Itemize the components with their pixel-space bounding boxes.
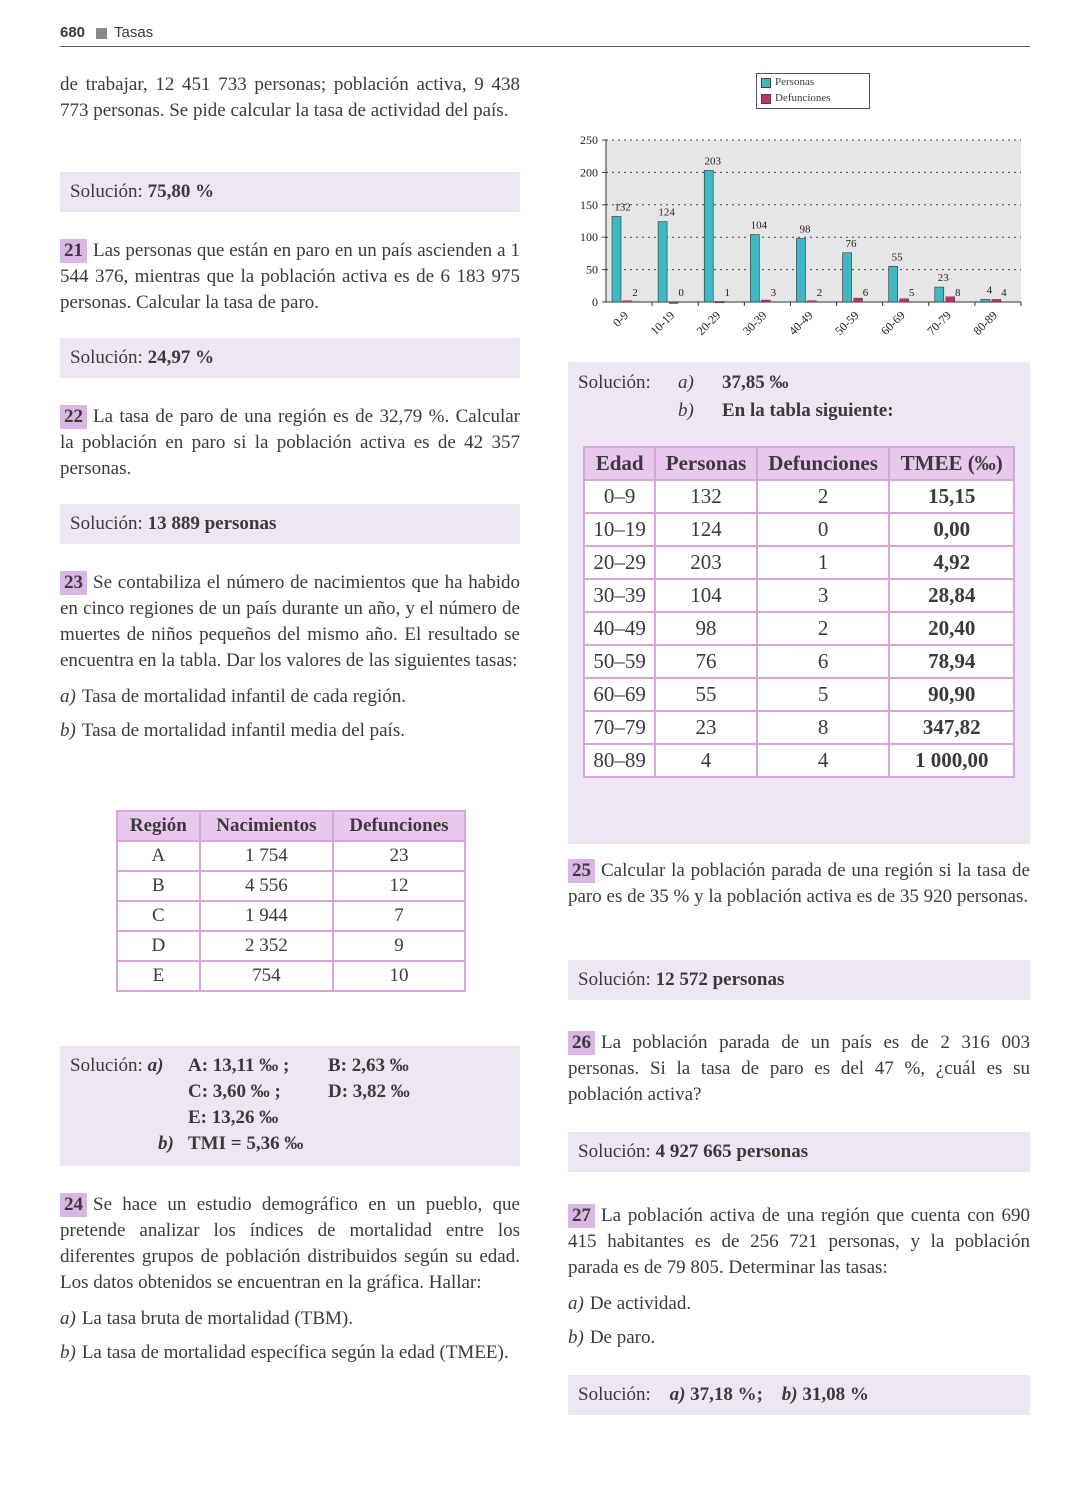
problem-number: 23 bbox=[60, 571, 87, 595]
table-row: 80–89 4 4 1 000,00 bbox=[584, 744, 1014, 777]
bar-personas bbox=[843, 253, 852, 302]
x-tick-label: 30-39 bbox=[739, 308, 770, 338]
solution-23: Solución: a) A: 13,11 ‰ ; B: 2,63 ‰ C: 3,60 ‰ ; D: 3,82 ‰ E: 13,26 ‰ b) TMI = 5,36 ‰ bbox=[60, 1046, 520, 1166]
bar-defunciones bbox=[946, 297, 955, 302]
table-tmee bbox=[583, 446, 1015, 778]
table-row: 30–39 104 3 28,84 bbox=[584, 579, 1014, 612]
page-header bbox=[60, 22, 1030, 47]
y-tick-label: 50 bbox=[586, 262, 598, 277]
bar-personas bbox=[750, 235, 759, 302]
y-tick-label: 200 bbox=[580, 165, 598, 180]
data-label-defunciones: 2 bbox=[632, 287, 638, 299]
table-row: 40–49 98 2 20,40 bbox=[584, 612, 1014, 645]
list-item: a) De actividad. bbox=[568, 1293, 692, 1314]
solution-25: Solución: 12 572 personas bbox=[568, 960, 1030, 1000]
data-label-defunciones: 5 bbox=[908, 287, 915, 299]
bar-defunciones bbox=[669, 302, 678, 304]
list-item: a) La tasa bruta de mortalidad (TBM). bbox=[60, 1308, 354, 1329]
problem-23 bbox=[60, 570, 520, 744]
table-row: 50–59 76 6 78,94 bbox=[584, 645, 1014, 678]
list-item: b) La tasa de mortalidad específica según la edad (TMEE). bbox=[60, 1342, 509, 1363]
y-tick-label: 100 bbox=[580, 230, 598, 245]
problem-text: Se contabiliza el número de nacimientos que ha habido en cinco regiones de un país durante un año, y el número de muertes de niños pequeños del mismo año. El resultado se encuentra en la tabla. Dar los valores de las siguientes tasas: bbox=[60, 572, 520, 671]
column-header: Defunciones bbox=[333, 811, 465, 841]
data-label-personas: 132 bbox=[614, 201, 631, 214]
data-label-personas: 98 bbox=[799, 223, 811, 236]
data-label-defunciones: 1 bbox=[724, 287, 730, 299]
bar-defunciones bbox=[807, 301, 816, 303]
solution-label: Solución: bbox=[70, 181, 143, 202]
y-tick-label: 0 bbox=[592, 295, 598, 309]
page-number: 680 bbox=[60, 24, 86, 41]
legend-item-personas: Personas bbox=[757, 74, 869, 90]
solution-label: Solución: bbox=[70, 513, 143, 534]
column-header: Edad bbox=[584, 447, 655, 480]
bar-personas bbox=[796, 238, 805, 302]
x-tick-label: 50-59 bbox=[832, 308, 862, 338]
data-label-personas: 203 bbox=[704, 155, 721, 168]
table-row: C 1 944 7 bbox=[117, 901, 465, 931]
problem-number: 24 bbox=[60, 1193, 87, 1217]
x-tick-label: 10-19 bbox=[647, 308, 678, 338]
table-row: 70–79 23 8 347,82 bbox=[584, 711, 1014, 744]
section-title: Tasas bbox=[114, 24, 154, 41]
problem-number: 26 bbox=[568, 1031, 595, 1055]
column-header: Nacimientos bbox=[200, 811, 333, 841]
list-item: b) De paro. bbox=[568, 1327, 656, 1348]
problem-number: 27 bbox=[568, 1204, 595, 1228]
column-header: Defunciones bbox=[757, 447, 890, 480]
solution-20 bbox=[60, 172, 520, 212]
problem-text: Se hace un estudio demográfico en un pueblo, que pretende analizar los índices de mortalidad entre los diferentes grupos de población distribuidos según su edad. Los datos obtenidos se encuentran en la gráfica. Hallar: bbox=[60, 1194, 520, 1293]
plot-area bbox=[606, 140, 1021, 302]
data-label-defunciones: 6 bbox=[862, 287, 869, 299]
solution-value: 24,97 % bbox=[147, 347, 215, 368]
solution-label: Solución: bbox=[70, 347, 143, 368]
bar-defunciones bbox=[761, 300, 770, 302]
problem-number: 21 bbox=[60, 239, 87, 263]
column-header: Región bbox=[117, 811, 200, 841]
problem-number: 22 bbox=[60, 405, 87, 429]
bar-personas bbox=[981, 299, 990, 302]
problem-number: 25 bbox=[568, 859, 595, 883]
problem-text: La tasa de paro de una región es de 32,79 %. Calcular la población en paro si la población activa es de 42 357 personas. bbox=[60, 406, 520, 479]
data-label-personas: 23 bbox=[937, 272, 949, 285]
solution-24: Solución: a) 37,85 ‰ b) En la tabla siguiente: bbox=[568, 362, 1030, 844]
table-row: E 754 10 bbox=[117, 961, 465, 991]
data-label-personas: 124 bbox=[658, 206, 675, 219]
square-icon bbox=[96, 28, 107, 39]
table-row: 10–19 124 0 0,00 bbox=[584, 513, 1014, 546]
table-row: B 4 556 12 bbox=[117, 871, 465, 901]
data-label-defunciones: 8 bbox=[955, 287, 961, 299]
list-item: b) Tasa de mortalidad infantil media del país. bbox=[60, 720, 405, 741]
data-label-defunciones: 0 bbox=[678, 287, 684, 299]
table-header-row bbox=[117, 811, 465, 841]
table-regions bbox=[116, 810, 466, 992]
x-tick-label: 0-9 bbox=[609, 308, 632, 330]
solution-26: Solución: 4 927 665 personas bbox=[568, 1132, 1030, 1172]
bar-personas bbox=[658, 222, 667, 302]
y-tick-label: 250 bbox=[580, 133, 598, 147]
data-label-personas: 104 bbox=[750, 219, 768, 232]
x-tick-label: 60-69 bbox=[878, 308, 908, 338]
problem-text: La población activa de una región que cuenta con 690 415 habitantes es de 256 721 personas, y la población parada es de 79 805. Determinar las tasas: bbox=[568, 1205, 1030, 1278]
data-label-personas: 4 bbox=[986, 284, 993, 297]
bar-defunciones bbox=[854, 298, 863, 302]
problem-text: La población parada de un país es de 2 316 003 personas. Si la tasa de paro es del 47 %, ¿cuál es su población activa? bbox=[568, 1032, 1030, 1105]
intro-text: de trabajar, 12 451 733 personas; población activa, 9 438 773 personas. Se pide calcular la tasa de actividad del país. bbox=[60, 74, 520, 121]
data-label-defunciones: 2 bbox=[816, 287, 823, 299]
problem-26 bbox=[568, 1030, 1030, 1108]
table-header-row bbox=[584, 447, 1014, 480]
data-label-personas: 55 bbox=[891, 251, 903, 264]
bar-defunciones bbox=[715, 301, 724, 303]
x-tick-label: 40-49 bbox=[785, 308, 816, 338]
left-column bbox=[60, 72, 520, 124]
y-tick-label: 150 bbox=[580, 197, 598, 212]
bar-personas bbox=[704, 170, 713, 302]
problem-24 bbox=[60, 1192, 520, 1366]
x-tick-label: 70-79 bbox=[924, 308, 954, 338]
table-row: 60–69 55 5 90,90 bbox=[584, 678, 1014, 711]
problem-25 bbox=[568, 858, 1030, 910]
data-label-defunciones: 4 bbox=[1001, 287, 1007, 299]
column-header: TMEE (‰) bbox=[889, 447, 1014, 480]
legend-item-defunciones: Defunciones bbox=[757, 90, 869, 106]
bar-defunciones bbox=[992, 299, 1001, 302]
table-row: A 1 754 23 bbox=[117, 841, 465, 871]
x-tick-label: 20-29 bbox=[693, 308, 724, 338]
problem-27 bbox=[568, 1203, 1030, 1351]
bar-personas bbox=[935, 287, 944, 302]
solution-value: 75,80 % bbox=[147, 181, 215, 202]
solution-value: 13 889 personas bbox=[147, 513, 277, 534]
table-row: 20–29 203 1 4,92 bbox=[584, 546, 1014, 579]
solution-21 bbox=[60, 338, 520, 378]
bar-chart bbox=[566, 120, 1030, 360]
problem-22 bbox=[60, 404, 520, 482]
list-item: a) Tasa de mortalidad infantil de cada región. bbox=[60, 686, 407, 707]
bar-defunciones bbox=[623, 301, 632, 303]
chart-legend bbox=[756, 73, 870, 109]
column-header: Personas bbox=[655, 447, 756, 480]
table-row: D 2 352 9 bbox=[117, 931, 465, 961]
problem-text: Calcular la población parada de una región si la tasa de paro es de 35 % y la población activa es de 35 920 personas. bbox=[568, 860, 1030, 907]
data-label-defunciones: 3 bbox=[770, 287, 777, 299]
x-tick-label: 80-89 bbox=[970, 308, 1001, 338]
solution-27: Solución: a) 37,18 %; b) 31,08 % bbox=[568, 1375, 1030, 1415]
problem-21 bbox=[60, 238, 520, 316]
bar-personas bbox=[612, 216, 621, 302]
solution-22 bbox=[60, 504, 520, 544]
data-label-personas: 76 bbox=[845, 237, 857, 250]
table-row: 0–9 132 2 15,15 bbox=[584, 480, 1014, 513]
bar-personas bbox=[889, 266, 898, 302]
problem-text: Las personas que están en paro en un país ascienden a 1 544 376, mientras que la población activa es de 6 183 975 personas. Calcular la tasa de paro. bbox=[60, 240, 520, 313]
bar-defunciones bbox=[900, 299, 909, 302]
